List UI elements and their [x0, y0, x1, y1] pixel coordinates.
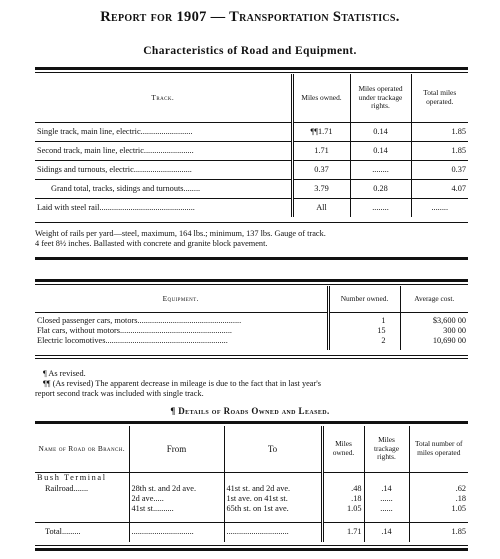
track-header: Track. — [151, 92, 175, 102]
miles-owned-header: Miles owned. — [292, 74, 350, 122]
top-rule-thin — [35, 72, 468, 73]
equipment-bottom-rule-2 — [35, 358, 468, 359]
equipment-top-rule-thin — [35, 284, 468, 285]
total-miles: 4.07 — [411, 179, 468, 198]
details-bottom-rule-thick — [35, 548, 468, 551]
from-cell: 2d ave..... — [129, 494, 224, 504]
from-cell: 41st st.......... — [129, 504, 224, 514]
track-table — [35, 74, 468, 217]
track-table-bottom-rule — [35, 222, 468, 223]
track-table-header — [35, 74, 468, 122]
trackage-rights-header: Miles operated under trackage rights. — [350, 74, 411, 122]
table-row — [35, 160, 468, 179]
equipment-table-header — [35, 286, 468, 312]
equipment-top-rule — [35, 279, 468, 282]
table-row — [35, 326, 468, 336]
top-rule — [35, 67, 468, 70]
equipment-label: Closed passenger cars, motors.................................................. — [37, 316, 242, 325]
miles-owned: .48 — [322, 484, 364, 494]
total-row — [35, 522, 468, 542]
to-cell: 1st ave. on 41st st. — [224, 494, 322, 504]
equipment-label: Flat cars, without motors...................................................... — [37, 326, 232, 335]
footnote-revised: ¶ As revised. — [43, 369, 86, 378]
trackage-rights-header: Miles trackage rights. — [364, 426, 409, 472]
details-bottom-rule — [35, 545, 468, 546]
trackage-miles: 0.14 — [350, 122, 411, 141]
total-miles: 1.85 — [411, 141, 468, 160]
miles-owned: 1.71 — [292, 141, 350, 160]
total-miles: .62 — [409, 484, 468, 494]
table-row — [35, 494, 468, 504]
total-operated-header: Total number of miles operated — [409, 426, 468, 472]
branch-name-line2: Railroad....... — [45, 484, 89, 493]
track-label: Grand total, tracks, sidings and turnouts........ — [51, 183, 201, 193]
total-miles: 0.37 — [411, 160, 468, 179]
table-row — [35, 472, 468, 484]
track-label: Second track, main line, electric........................ — [37, 145, 194, 155]
track-label: Sidings and turnouts, electric............................ — [37, 164, 192, 174]
details-table — [35, 426, 468, 542]
table-row — [35, 484, 468, 494]
trackage-miles: ........ — [350, 198, 411, 217]
total-miles-owned: 1.71 — [322, 522, 364, 542]
miles-owned: 0.37 — [292, 160, 350, 179]
total-miles: 1.85 — [411, 122, 468, 141]
trackage-miles: ...... — [364, 504, 409, 514]
miles-owned: All — [292, 198, 350, 217]
average-cost: 300 00 — [400, 326, 468, 336]
table-row — [35, 141, 468, 160]
miles-owned-header: Miles owned. — [322, 426, 364, 472]
table-row — [35, 504, 468, 514]
from-cell: .............................. — [129, 522, 224, 542]
to-cell: 65th st. on 1st ave. — [224, 504, 322, 514]
details-table-header — [35, 426, 468, 472]
section-title: Characteristics of Road and Equipment. — [143, 45, 357, 57]
total-miles: .18 — [409, 494, 468, 504]
average-cost: $3,600 00 — [400, 316, 468, 326]
equipment-label: Electric locomotives........................................................... — [37, 336, 228, 345]
to-header: To — [224, 426, 322, 472]
road-name-header: Name of Road or Branch. — [38, 443, 125, 453]
average-cost: 10,690 00 — [400, 336, 468, 346]
table-row — [35, 198, 468, 217]
details-title: ¶ Details of Roads Owned and Leased. — [170, 406, 330, 416]
average-cost-header: Average cost. — [400, 286, 468, 312]
number-owned: 15 — [328, 326, 400, 336]
number-owned: 1 — [328, 316, 400, 326]
footnote-decrease-line1: ¶¶ (As revised) The apparent decrease in mileage is due to the fact that in last year's — [43, 379, 321, 388]
trackage-miles: ........ — [350, 160, 411, 179]
trackage-miles: .14 — [364, 484, 409, 494]
total-operated: 1.85 — [409, 522, 468, 542]
number-owned: 2 — [328, 336, 400, 346]
equipment-table — [35, 286, 468, 350]
divider-rule — [35, 257, 468, 260]
table-row — [35, 316, 468, 326]
track-label: Single track, main line, electric......................... — [37, 126, 193, 136]
miles-owned: 3.79 — [292, 179, 350, 198]
rail-note — [35, 229, 475, 249]
page-title: Report for 1907 — Transportation Statistics. — [100, 9, 400, 25]
equipment-header: Equipment. — [162, 293, 199, 303]
equipment-bottom-rule — [35, 355, 468, 356]
table-row — [35, 179, 468, 198]
track-label: Laid with steel rail.............................................. — [37, 202, 195, 212]
from-cell: 28th st. and 2d ave. — [129, 484, 224, 494]
table-row — [35, 336, 468, 346]
miles-owned: ¶¶1.71 — [292, 122, 350, 141]
rail-note-line2: 4 feet 8½ inches. Ballasted with concrete and granite block pavement. — [35, 239, 268, 248]
total-miles: 1.05 — [409, 504, 468, 514]
trackage-miles: 0.14 — [350, 141, 411, 160]
to-cell: 41st st. and 2d ave. — [224, 484, 322, 494]
miles-owned: 1.05 — [322, 504, 364, 514]
trackage-miles: 0.28 — [350, 179, 411, 198]
table-row — [35, 122, 468, 141]
trackage-miles: ...... — [364, 494, 409, 504]
footnote-decrease-line2: report second track was included with single track. — [35, 389, 204, 398]
from-header: From — [129, 426, 224, 472]
total-miles: ........ — [411, 198, 468, 217]
branch-name-line1: Bush Terminal — [37, 473, 107, 483]
details-top-rule — [35, 421, 468, 424]
footnotes — [35, 369, 475, 399]
total-trackage-miles: .14 — [364, 522, 409, 542]
number-owned-header: Number owned. — [328, 286, 400, 312]
miles-owned: .18 — [322, 494, 364, 504]
rail-note-line1: Weight of rails per yard—steel, maximum, 164 lbs.; minimum, 137 lbs. Gauge of track. — [35, 229, 326, 238]
total-miles-header: Total miles operated. — [411, 74, 468, 122]
total-label: Total......... — [45, 527, 81, 537]
to-cell: .............................. — [224, 522, 322, 542]
